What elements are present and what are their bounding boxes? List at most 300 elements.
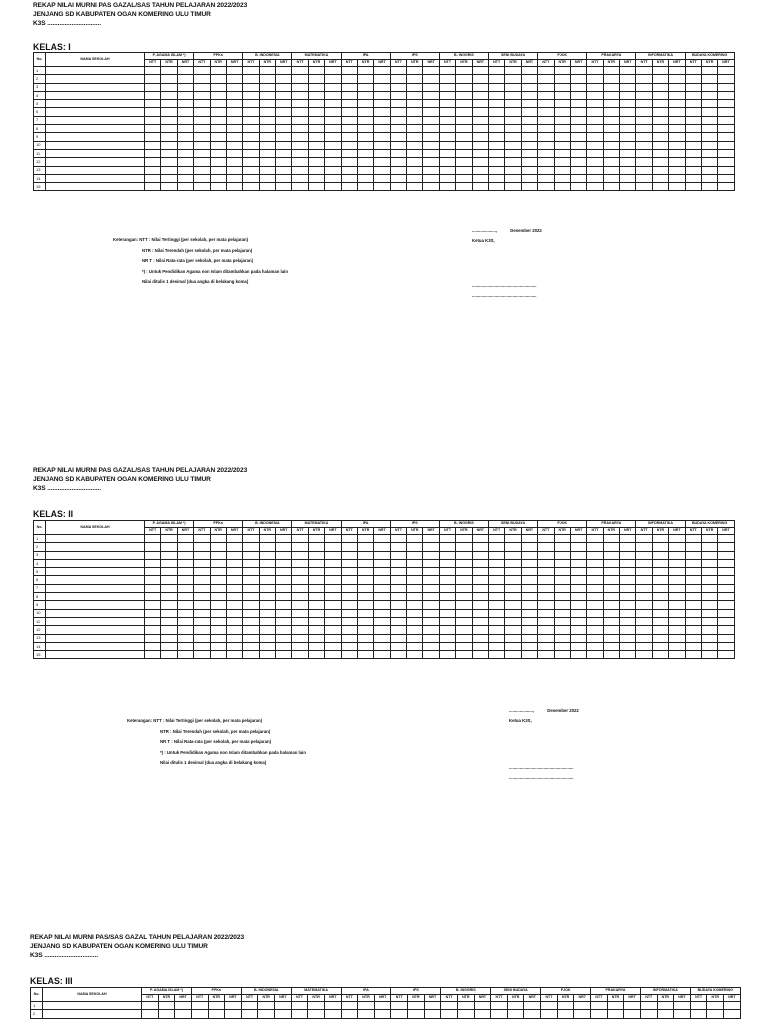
- score-cell[interactable]: [439, 166, 455, 174]
- score-cell[interactable]: [145, 593, 161, 601]
- score-cell[interactable]: [175, 1010, 192, 1018]
- score-cell[interactable]: [259, 617, 275, 625]
- score-cell[interactable]: [194, 593, 210, 601]
- score-cell[interactable]: [456, 133, 472, 141]
- score-cell[interactable]: [669, 634, 685, 642]
- score-cell[interactable]: [194, 551, 210, 559]
- score-cell[interactable]: [292, 183, 308, 191]
- score-cell[interactable]: [640, 1002, 657, 1010]
- score-cell[interactable]: [587, 601, 603, 609]
- score-cell[interactable]: [276, 183, 292, 191]
- score-cell[interactable]: [505, 634, 521, 642]
- score-cell[interactable]: [456, 551, 472, 559]
- score-cell[interactable]: [505, 158, 521, 166]
- score-cell[interactable]: [505, 133, 521, 141]
- score-cell[interactable]: [507, 1010, 524, 1018]
- score-cell[interactable]: [505, 149, 521, 157]
- score-cell[interactable]: [243, 158, 259, 166]
- score-cell[interactable]: [292, 158, 308, 166]
- score-cell[interactable]: [341, 642, 357, 650]
- score-cell[interactable]: [161, 535, 177, 543]
- score-cell[interactable]: [521, 174, 537, 182]
- score-cell[interactable]: [685, 551, 701, 559]
- score-cell[interactable]: [439, 133, 455, 141]
- score-cell[interactable]: [226, 183, 242, 191]
- score-cell[interactable]: [276, 584, 292, 592]
- score-cell[interactable]: [374, 149, 390, 157]
- score-cell[interactable]: [701, 166, 717, 174]
- score-cell[interactable]: [194, 75, 210, 83]
- score-cell[interactable]: [243, 568, 259, 576]
- score-cell[interactable]: [603, 100, 619, 108]
- score-cell[interactable]: [292, 559, 308, 567]
- score-cell[interactable]: [521, 651, 537, 659]
- score-cell[interactable]: [636, 67, 652, 75]
- score-cell[interactable]: [357, 584, 373, 592]
- score-cell[interactable]: [603, 174, 619, 182]
- score-cell[interactable]: [652, 67, 668, 75]
- score-cell[interactable]: [538, 651, 554, 659]
- score-cell[interactable]: [521, 141, 537, 149]
- score-cell[interactable]: [423, 125, 439, 133]
- score-cell[interactable]: [554, 626, 570, 634]
- score-cell[interactable]: [505, 91, 521, 99]
- score-cell[interactable]: [456, 584, 472, 592]
- score-cell[interactable]: [685, 83, 701, 91]
- score-cell[interactable]: [701, 559, 717, 567]
- score-cell[interactable]: [620, 166, 636, 174]
- score-cell[interactable]: [407, 634, 423, 642]
- score-cell[interactable]: [685, 543, 701, 551]
- score-cell[interactable]: [423, 584, 439, 592]
- score-cell[interactable]: [390, 634, 406, 642]
- score-cell[interactable]: [390, 617, 406, 625]
- school-name-cell[interactable]: [46, 543, 145, 551]
- score-cell[interactable]: [439, 551, 455, 559]
- score-cell[interactable]: [570, 593, 586, 601]
- score-cell[interactable]: [210, 75, 226, 83]
- score-cell[interactable]: [718, 535, 734, 543]
- score-cell[interactable]: [308, 551, 324, 559]
- score-cell[interactable]: [390, 642, 406, 650]
- school-name-cell[interactable]: [46, 576, 145, 584]
- score-cell[interactable]: [685, 601, 701, 609]
- score-cell[interactable]: [620, 174, 636, 182]
- score-cell[interactable]: [357, 617, 373, 625]
- score-cell[interactable]: [554, 133, 570, 141]
- score-cell[interactable]: [554, 166, 570, 174]
- score-cell[interactable]: [423, 108, 439, 116]
- score-cell[interactable]: [554, 617, 570, 625]
- score-cell[interactable]: [357, 91, 373, 99]
- score-cell[interactable]: [472, 651, 488, 659]
- score-cell[interactable]: [521, 568, 537, 576]
- score-cell[interactable]: [407, 642, 423, 650]
- score-cell[interactable]: [636, 116, 652, 124]
- score-cell[interactable]: [357, 174, 373, 182]
- score-cell[interactable]: [276, 116, 292, 124]
- score-cell[interactable]: [636, 83, 652, 91]
- score-cell[interactable]: [603, 141, 619, 149]
- score-cell[interactable]: [521, 601, 537, 609]
- score-cell[interactable]: [636, 559, 652, 567]
- score-cell[interactable]: [423, 551, 439, 559]
- score-cell[interactable]: [308, 626, 324, 634]
- score-cell[interactable]: [341, 535, 357, 543]
- score-cell[interactable]: [620, 149, 636, 157]
- score-cell[interactable]: [538, 91, 554, 99]
- score-cell[interactable]: [226, 91, 242, 99]
- score-cell[interactable]: [685, 576, 701, 584]
- score-cell[interactable]: [570, 75, 586, 83]
- score-cell[interactable]: [177, 67, 193, 75]
- score-cell[interactable]: [194, 108, 210, 116]
- score-cell[interactable]: [521, 108, 537, 116]
- score-cell[interactable]: [194, 125, 210, 133]
- score-cell[interactable]: [407, 174, 423, 182]
- score-cell[interactable]: [636, 634, 652, 642]
- score-cell[interactable]: [701, 634, 717, 642]
- score-cell[interactable]: [505, 642, 521, 650]
- score-cell[interactable]: [718, 174, 734, 182]
- score-cell[interactable]: [276, 174, 292, 182]
- score-cell[interactable]: [456, 543, 472, 551]
- score-cell[interactable]: [652, 158, 668, 166]
- score-cell[interactable]: [194, 568, 210, 576]
- score-cell[interactable]: [276, 83, 292, 91]
- score-cell[interactable]: [259, 100, 275, 108]
- score-cell[interactable]: [374, 174, 390, 182]
- score-cell[interactable]: [145, 174, 161, 182]
- score-cell[interactable]: [145, 651, 161, 659]
- score-cell[interactable]: [407, 91, 423, 99]
- score-cell[interactable]: [423, 83, 439, 91]
- score-cell[interactable]: [210, 141, 226, 149]
- score-cell[interactable]: [177, 100, 193, 108]
- score-cell[interactable]: [325, 149, 341, 157]
- score-cell[interactable]: [243, 83, 259, 91]
- score-cell[interactable]: [521, 642, 537, 650]
- score-cell[interactable]: [574, 1002, 591, 1010]
- score-cell[interactable]: [243, 584, 259, 592]
- score-cell[interactable]: [374, 584, 390, 592]
- score-cell[interactable]: [177, 91, 193, 99]
- score-cell[interactable]: [357, 108, 373, 116]
- score-cell[interactable]: [177, 75, 193, 83]
- score-cell[interactable]: [652, 609, 668, 617]
- score-cell[interactable]: [505, 568, 521, 576]
- score-cell[interactable]: [259, 141, 275, 149]
- score-cell[interactable]: [423, 593, 439, 601]
- score-cell[interactable]: [472, 83, 488, 91]
- school-name-cell[interactable]: [46, 100, 145, 108]
- score-cell[interactable]: [652, 593, 668, 601]
- score-cell[interactable]: [472, 183, 488, 191]
- score-cell[interactable]: [308, 1010, 325, 1018]
- score-cell[interactable]: [439, 149, 455, 157]
- score-cell[interactable]: [538, 108, 554, 116]
- score-cell[interactable]: [341, 108, 357, 116]
- score-cell[interactable]: [603, 75, 619, 83]
- score-cell[interactable]: [456, 593, 472, 601]
- score-cell[interactable]: [603, 584, 619, 592]
- score-cell[interactable]: [325, 609, 341, 617]
- score-cell[interactable]: [718, 626, 734, 634]
- score-cell[interactable]: [341, 166, 357, 174]
- score-cell[interactable]: [587, 609, 603, 617]
- score-cell[interactable]: [603, 651, 619, 659]
- score-cell[interactable]: [624, 1002, 641, 1010]
- score-cell[interactable]: [357, 609, 373, 617]
- score-cell[interactable]: [701, 125, 717, 133]
- score-cell[interactable]: [210, 108, 226, 116]
- score-cell[interactable]: [603, 158, 619, 166]
- score-cell[interactable]: [701, 67, 717, 75]
- score-cell[interactable]: [538, 75, 554, 83]
- score-cell[interactable]: [521, 125, 537, 133]
- school-name-cell[interactable]: [46, 559, 145, 567]
- score-cell[interactable]: [620, 642, 636, 650]
- score-cell[interactable]: [505, 559, 521, 567]
- score-cell[interactable]: [472, 617, 488, 625]
- score-cell[interactable]: [701, 183, 717, 191]
- score-cell[interactable]: [554, 642, 570, 650]
- score-cell[interactable]: [210, 609, 226, 617]
- score-cell[interactable]: [607, 1002, 624, 1010]
- score-cell[interactable]: [357, 149, 373, 157]
- score-cell[interactable]: [718, 141, 734, 149]
- score-cell[interactable]: [521, 100, 537, 108]
- score-cell[interactable]: [701, 617, 717, 625]
- score-cell[interactable]: [145, 91, 161, 99]
- score-cell[interactable]: [259, 634, 275, 642]
- score-cell[interactable]: [505, 535, 521, 543]
- score-cell[interactable]: [488, 576, 504, 584]
- score-cell[interactable]: [718, 617, 734, 625]
- score-cell[interactable]: [407, 166, 423, 174]
- score-cell[interactable]: [177, 141, 193, 149]
- score-cell[interactable]: [194, 133, 210, 141]
- score-cell[interactable]: [456, 559, 472, 567]
- score-cell[interactable]: [587, 634, 603, 642]
- score-cell[interactable]: [177, 634, 193, 642]
- score-cell[interactable]: [341, 125, 357, 133]
- score-cell[interactable]: [620, 559, 636, 567]
- score-cell[interactable]: [390, 91, 406, 99]
- score-cell[interactable]: [488, 617, 504, 625]
- score-cell[interactable]: [292, 67, 308, 75]
- score-cell[interactable]: [226, 543, 242, 551]
- score-cell[interactable]: [423, 75, 439, 83]
- score-cell[interactable]: [407, 617, 423, 625]
- score-cell[interactable]: [669, 75, 685, 83]
- score-cell[interactable]: [225, 1002, 242, 1010]
- score-cell[interactable]: [570, 559, 586, 567]
- score-cell[interactable]: [669, 609, 685, 617]
- score-cell[interactable]: [161, 141, 177, 149]
- score-cell[interactable]: [718, 584, 734, 592]
- school-name-cell[interactable]: [46, 551, 145, 559]
- score-cell[interactable]: [407, 149, 423, 157]
- score-cell[interactable]: [570, 149, 586, 157]
- score-cell[interactable]: [724, 1010, 741, 1018]
- score-cell[interactable]: [587, 116, 603, 124]
- score-cell[interactable]: [636, 593, 652, 601]
- score-cell[interactable]: [161, 108, 177, 116]
- score-cell[interactable]: [308, 75, 324, 83]
- score-cell[interactable]: [226, 651, 242, 659]
- score-cell[interactable]: [636, 642, 652, 650]
- score-cell[interactable]: [226, 609, 242, 617]
- school-name-cell[interactable]: [43, 1002, 142, 1010]
- score-cell[interactable]: [374, 166, 390, 174]
- score-cell[interactable]: [259, 568, 275, 576]
- score-cell[interactable]: [341, 183, 357, 191]
- score-cell[interactable]: [505, 166, 521, 174]
- score-cell[interactable]: [259, 133, 275, 141]
- score-cell[interactable]: [423, 166, 439, 174]
- score-cell[interactable]: [570, 125, 586, 133]
- score-cell[interactable]: [603, 535, 619, 543]
- score-cell[interactable]: [308, 141, 324, 149]
- score-cell[interactable]: [325, 651, 341, 659]
- score-cell[interactable]: [636, 609, 652, 617]
- score-cell[interactable]: [457, 1002, 474, 1010]
- score-cell[interactable]: [636, 125, 652, 133]
- score-cell[interactable]: [472, 116, 488, 124]
- score-cell[interactable]: [488, 634, 504, 642]
- score-cell[interactable]: [276, 67, 292, 75]
- score-cell[interactable]: [226, 100, 242, 108]
- score-cell[interactable]: [456, 601, 472, 609]
- score-cell[interactable]: [603, 593, 619, 601]
- score-cell[interactable]: [685, 166, 701, 174]
- score-cell[interactable]: [472, 576, 488, 584]
- score-cell[interactable]: [145, 626, 161, 634]
- score-cell[interactable]: [243, 535, 259, 543]
- score-cell[interactable]: [357, 626, 373, 634]
- score-cell[interactable]: [472, 634, 488, 642]
- score-cell[interactable]: [358, 1010, 375, 1018]
- score-cell[interactable]: [374, 133, 390, 141]
- school-name-cell[interactable]: [46, 183, 145, 191]
- score-cell[interactable]: [439, 617, 455, 625]
- score-cell[interactable]: [243, 551, 259, 559]
- score-cell[interactable]: [308, 584, 324, 592]
- score-cell[interactable]: [145, 108, 161, 116]
- score-cell[interactable]: [718, 183, 734, 191]
- score-cell[interactable]: [424, 1002, 441, 1010]
- score-cell[interactable]: [161, 551, 177, 559]
- score-cell[interactable]: [652, 125, 668, 133]
- score-cell[interactable]: [538, 125, 554, 133]
- score-cell[interactable]: [718, 149, 734, 157]
- score-cell[interactable]: [669, 568, 685, 576]
- score-cell[interactable]: [423, 158, 439, 166]
- score-cell[interactable]: [341, 133, 357, 141]
- score-cell[interactable]: [521, 626, 537, 634]
- score-cell[interactable]: [177, 551, 193, 559]
- score-cell[interactable]: [685, 559, 701, 567]
- score-cell[interactable]: [652, 551, 668, 559]
- score-cell[interactable]: [521, 609, 537, 617]
- score-cell[interactable]: [226, 568, 242, 576]
- score-cell[interactable]: [456, 83, 472, 91]
- score-cell[interactable]: [194, 535, 210, 543]
- score-cell[interactable]: [685, 67, 701, 75]
- score-cell[interactable]: [407, 75, 423, 83]
- score-cell[interactable]: [226, 141, 242, 149]
- score-cell[interactable]: [341, 141, 357, 149]
- score-cell[interactable]: [554, 601, 570, 609]
- score-cell[interactable]: [226, 634, 242, 642]
- score-cell[interactable]: [357, 75, 373, 83]
- score-cell[interactable]: [259, 626, 275, 634]
- score-cell[interactable]: [701, 642, 717, 650]
- score-cell[interactable]: [636, 568, 652, 576]
- score-cell[interactable]: [538, 593, 554, 601]
- score-cell[interactable]: [308, 568, 324, 576]
- score-cell[interactable]: [652, 183, 668, 191]
- score-cell[interactable]: [308, 149, 324, 157]
- score-cell[interactable]: [669, 158, 685, 166]
- score-cell[interactable]: [570, 626, 586, 634]
- score-cell[interactable]: [521, 559, 537, 567]
- score-cell[interactable]: [194, 651, 210, 659]
- score-cell[interactable]: [210, 617, 226, 625]
- score-cell[interactable]: [456, 568, 472, 576]
- score-cell[interactable]: [472, 568, 488, 576]
- score-cell[interactable]: [554, 551, 570, 559]
- score-cell[interactable]: [505, 174, 521, 182]
- score-cell[interactable]: [341, 601, 357, 609]
- score-cell[interactable]: [210, 634, 226, 642]
- score-cell[interactable]: [488, 651, 504, 659]
- score-cell[interactable]: [276, 91, 292, 99]
- score-cell[interactable]: [390, 67, 406, 75]
- score-cell[interactable]: [472, 166, 488, 174]
- score-cell[interactable]: [145, 609, 161, 617]
- score-cell[interactable]: [620, 141, 636, 149]
- score-cell[interactable]: [538, 601, 554, 609]
- score-cell[interactable]: [407, 609, 423, 617]
- school-name-cell[interactable]: [46, 535, 145, 543]
- score-cell[interactable]: [718, 108, 734, 116]
- score-cell[interactable]: [724, 1002, 741, 1010]
- score-cell[interactable]: [685, 108, 701, 116]
- score-cell[interactable]: [652, 75, 668, 83]
- score-cell[interactable]: [570, 83, 586, 91]
- score-cell[interactable]: [161, 626, 177, 634]
- score-cell[interactable]: [538, 609, 554, 617]
- score-cell[interactable]: [259, 83, 275, 91]
- score-cell[interactable]: [390, 83, 406, 91]
- score-cell[interactable]: [521, 543, 537, 551]
- score-cell[interactable]: [636, 535, 652, 543]
- score-cell[interactable]: [570, 609, 586, 617]
- score-cell[interactable]: [276, 601, 292, 609]
- score-cell[interactable]: [325, 535, 341, 543]
- score-cell[interactable]: [718, 559, 734, 567]
- score-cell[interactable]: [587, 535, 603, 543]
- score-cell[interactable]: [587, 576, 603, 584]
- score-cell[interactable]: [325, 543, 341, 551]
- score-cell[interactable]: [374, 609, 390, 617]
- score-cell[interactable]: [701, 108, 717, 116]
- score-cell[interactable]: [603, 83, 619, 91]
- score-cell[interactable]: [259, 576, 275, 584]
- score-cell[interactable]: [292, 91, 308, 99]
